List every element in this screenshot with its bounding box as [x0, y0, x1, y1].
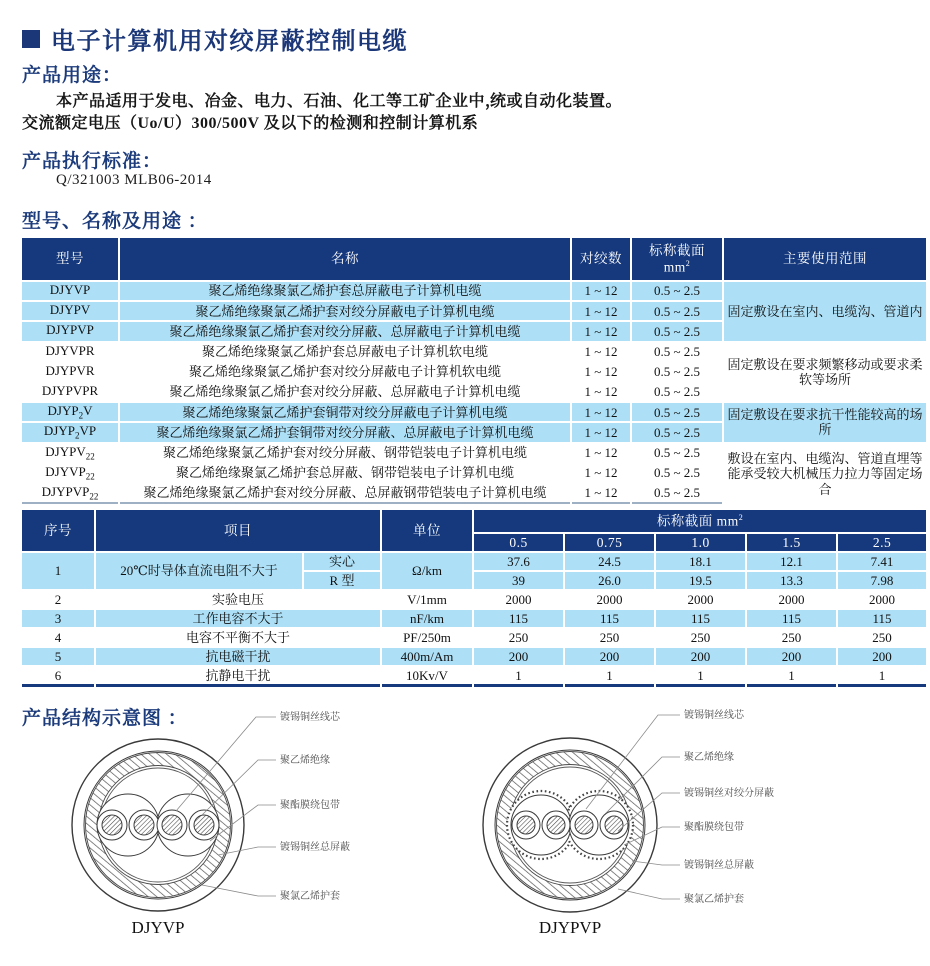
model-cell: DJYVPR: [45, 342, 95, 358]
structure-heading: 产品结构示意图 ：: [22, 708, 188, 729]
pairs-cell: 1 ~ 12: [572, 484, 630, 504]
unit-cell: 10Kv/V: [382, 667, 472, 687]
item-cell: 实验电压: [211, 591, 264, 607]
value-cell: 2000: [869, 591, 896, 607]
value-cell: 1: [747, 667, 836, 687]
callout-label: 镀锡铜丝线芯: [684, 710, 744, 721]
value-cell: 115: [474, 610, 563, 627]
item-cell: 抗静电干扰: [96, 667, 380, 687]
item-cell: 工作电容不大于: [96, 610, 380, 627]
item-cell: 抗电磁干扰: [96, 648, 380, 665]
model-cell: DJYPVPR: [41, 383, 99, 399]
page-title: 电子计算机用对绞屏蔽控制电缆: [51, 28, 408, 55]
value-cell: 12.1: [747, 553, 836, 570]
value-cell: 1: [474, 667, 563, 687]
spec-table: [20, 508, 928, 689]
diagram-caption: DJYVP: [131, 918, 185, 937]
title-bullet-icon: [22, 30, 40, 48]
pairs-cell: 1 ~ 12: [584, 384, 618, 400]
value-cell: 1: [656, 667, 745, 687]
spec-row: [22, 667, 926, 687]
section-cell: 0.5 ~ 2.5: [632, 484, 722, 504]
pairs-cell: 1 ~ 12: [584, 465, 618, 481]
section-cell: 0.5 ~ 2.5: [632, 302, 722, 320]
name-cell: 聚乙烯绝缘聚氯乙烯护套对绞分屏蔽、总屏蔽钢带铠装电子计算机电缆: [120, 484, 570, 504]
spec-row: [22, 610, 926, 627]
standard-heading: 产品执行标准：: [22, 151, 163, 172]
size-header-cell: 0.75: [565, 534, 654, 551]
value-cell: 26.0: [565, 572, 654, 589]
section-cell: 0.5 ~ 2.5: [653, 364, 701, 380]
spec-row: [22, 629, 926, 646]
pairs-cell: 1 ~ 12: [572, 403, 630, 421]
name-cell: 聚乙烯绝缘聚氯乙烯护套总屏蔽、钢带铠装电子计算机电缆: [175, 465, 514, 481]
name-cell: 聚乙烯绝缘聚氯乙烯护套铜带对绞分屏蔽电子计算机电缆: [120, 403, 570, 421]
model-row: [22, 282, 926, 300]
value-cell: 1: [565, 667, 654, 687]
section-cell: 0.5 ~ 2.5: [632, 322, 722, 340]
name-cell: 聚乙烯绝缘聚氯乙烯护套总屏蔽电子计算机软电缆: [201, 344, 488, 360]
no-cell: 1: [22, 553, 94, 589]
size-header-cell: 2.5: [838, 534, 926, 551]
value-cell: 115: [747, 610, 836, 627]
section-cell: 0.5 ~ 2.5: [653, 465, 701, 481]
value-cell: 200: [747, 648, 836, 665]
value-cell: 250: [872, 629, 892, 645]
no-cell: 2: [54, 591, 62, 607]
size-header-cell: 1.5: [747, 534, 836, 551]
usage-cell: 固定敷设在室内、电缆沟、管道内: [724, 282, 926, 341]
unit-cell: Ω/km: [382, 553, 472, 589]
name-cell: 聚乙烯绝缘聚氯乙烯护套对绞分屏蔽、总屏蔽电子计算机电缆: [169, 384, 521, 400]
header-cell-unit: 单位: [382, 510, 472, 551]
name-cell: 聚乙烯绝缘聚氯乙烯护套总屏蔽电子计算机电缆: [120, 282, 570, 300]
no-cell: 6: [22, 667, 94, 687]
section-cell: 0.5 ~ 2.5: [632, 282, 722, 300]
section-cell: 0.5 ~ 2.5: [632, 403, 722, 421]
no-cell: 3: [22, 610, 94, 627]
callout-label: 镀锡铜丝对绞分屏蔽: [684, 788, 774, 799]
value-cell: 2000: [687, 591, 714, 607]
value-cell: 250: [781, 629, 802, 645]
pairs-cell: 1 ~ 12: [572, 423, 630, 441]
unit-cell: nF/km: [382, 610, 472, 627]
callout-label: 聚酯膜绕包带: [280, 800, 340, 811]
header-cell-usage: 主要使用范围: [724, 238, 926, 280]
callout-label: 聚氯乙烯护套: [280, 891, 340, 902]
standard-value: Q/321003 MLB06-2014: [56, 172, 212, 188]
name-cell: 聚乙烯绝缘聚氯乙烯护套对绞分屏蔽电子计算机电缆: [120, 302, 570, 320]
pairs-cell: 1 ~ 12: [572, 322, 630, 340]
usage-heading: 产品用途：: [22, 65, 123, 86]
value-cell: 200: [838, 648, 926, 665]
value-cell: 19.5: [656, 572, 745, 589]
pairs-cell: 1 ~ 12: [584, 445, 618, 461]
value-cell: 115: [565, 610, 654, 627]
pairs-cell: 1 ~ 12: [572, 282, 630, 300]
subtype-cell: 实心: [304, 553, 380, 570]
models-heading: 型号、名称及用途 ：: [22, 211, 208, 232]
usage-line2: 交流额定电压（Uo/U）300/500V 及以下的检测和控制计算机系: [22, 115, 479, 132]
callout-label: 聚氯乙烯护套: [684, 894, 744, 905]
value-cell: 13.3: [747, 572, 836, 589]
model-row: [22, 444, 926, 462]
value-cell: 200: [565, 648, 654, 665]
spec-row: [22, 648, 926, 665]
header-cell-pairs: 对绞数: [572, 238, 630, 280]
value-cell: 24.5: [565, 553, 654, 570]
callout-label: 聚乙烯绝缘: [280, 755, 330, 766]
header-cell-name: 名称: [120, 238, 570, 280]
size-header-cell: 1.0: [656, 534, 745, 551]
value-cell: 200: [656, 648, 745, 665]
value-cell: 2000: [778, 591, 805, 607]
model-cell: DJYPVP: [22, 322, 118, 340]
header-cell-no: 序号: [22, 510, 94, 551]
value-cell: 115: [656, 610, 745, 627]
value-cell: 200: [474, 648, 563, 665]
subtype-cell: R 型: [304, 572, 380, 589]
header-cell-section-group: 标称截面 $mm^2$: [474, 510, 926, 532]
model-cell: $DJYVP_{22}$: [45, 463, 95, 482]
section-cell: 0.5 ~ 2.5: [653, 445, 701, 461]
size-header-cell: 0.5: [474, 534, 563, 551]
cable-cross-section-djypvp: [462, 703, 930, 949]
model-row: [22, 343, 926, 361]
diagram-caption: DJYPVP: [538, 918, 602, 937]
item-cell: 20℃时导体直流电阻不大于: [96, 553, 302, 589]
header-cell-model: 型号: [22, 238, 118, 280]
model-cell: DJYPV: [22, 302, 118, 320]
callout-label: 聚酯膜绕包带: [684, 822, 744, 833]
pairs-cell: 1 ~ 12: [584, 364, 618, 380]
no-cell: 5: [22, 648, 94, 665]
value-cell: 37.6: [474, 553, 563, 570]
model-cell: $DJYPV_{22}$: [45, 443, 95, 462]
cable-body: [483, 738, 657, 912]
unit-cell: V/1mm: [407, 591, 447, 607]
usage-continuation: 统或自动化装置。: [490, 93, 623, 110]
callout-label: 镀锡铜丝总屏蔽: [684, 860, 754, 871]
usage-cell: 固定敷设在要求抗干性能较高的场所: [724, 403, 926, 441]
model-cell: $DJYP_2VP$: [22, 423, 118, 441]
item-cell: 电容不平衡不大于: [185, 629, 290, 645]
model-table-header: [22, 238, 926, 280]
model-cell: DJYPVR: [45, 362, 95, 378]
callout-label: 镀锡铜丝线芯: [280, 712, 340, 723]
value-cell: 250: [690, 629, 711, 645]
usage-line1: 本产品适用于发电、冶金、电力、石油、化工等工矿企业中，: [56, 93, 502, 110]
callout-label: 镀锡铜丝总屏蔽: [280, 842, 350, 853]
header-cell-item: 项目: [96, 510, 380, 551]
pairs-cell: 1 ~ 12: [584, 344, 618, 360]
value-cell: 7.41: [838, 553, 926, 570]
value-cell: 39: [474, 572, 563, 589]
callout-label: 聚乙烯绝缘: [684, 752, 734, 763]
model-table: [20, 236, 928, 506]
page-title-row: [22, 21, 408, 56]
pairs-cell: 1 ~ 12: [572, 302, 630, 320]
model-cell: $DJYP_2V$: [22, 403, 118, 421]
model-cell: $DJYPVP_{22}$: [22, 484, 118, 504]
spec-row: [22, 591, 926, 608]
section-cell: 0.5 ~ 2.5: [632, 423, 722, 441]
value-cell: 2000: [596, 591, 623, 607]
no-cell: 4: [54, 629, 62, 645]
cable-cross-section-djyvp: [28, 703, 462, 949]
section-cell: 0.5 ~ 2.5: [653, 384, 701, 400]
name-cell: 聚乙烯绝缘聚氯乙烯护套铜带对绞分屏蔽、总屏蔽电子计算机电缆: [120, 423, 570, 441]
header-cell-section: 标称截面 $mm^2$: [632, 238, 722, 280]
model-cell: DJYVP: [22, 282, 118, 300]
value-cell: 1: [838, 667, 926, 687]
cable-body: [72, 739, 244, 911]
model-row: [22, 403, 926, 421]
value-cell: 7.98: [838, 572, 926, 589]
spec-row: [22, 553, 926, 570]
unit-cell: 400m/Am: [382, 648, 472, 665]
usage-cell: 固定敷设在要求频繁移动或要求柔软等场所: [727, 356, 923, 387]
value-cell: 250: [599, 629, 620, 645]
name-cell: 聚乙烯绝缘聚氯乙烯护套对绞分屏蔽电子计算机软电缆: [188, 364, 501, 380]
value-cell: 2000: [505, 591, 532, 607]
name-cell: 聚乙烯绝缘聚氯乙烯护套对绞分屏蔽、钢带铠装电子计算机电缆: [162, 445, 527, 461]
name-cell: 聚乙烯绝缘聚氯乙烯护套对绞分屏蔽、总屏蔽电子计算机电缆: [120, 322, 570, 340]
value-cell: 250: [508, 629, 529, 645]
value-cell: 18.1: [656, 553, 745, 570]
usage-cell: 敷设在室内、电缆沟、管道直埋等能承受较大机械压力拉力等固定场合: [727, 450, 923, 497]
value-cell: 115: [838, 610, 926, 627]
section-cell: 0.5 ~ 2.5: [653, 344, 701, 360]
unit-cell: PF/250m: [403, 629, 451, 645]
spec-table-header: [22, 510, 926, 532]
